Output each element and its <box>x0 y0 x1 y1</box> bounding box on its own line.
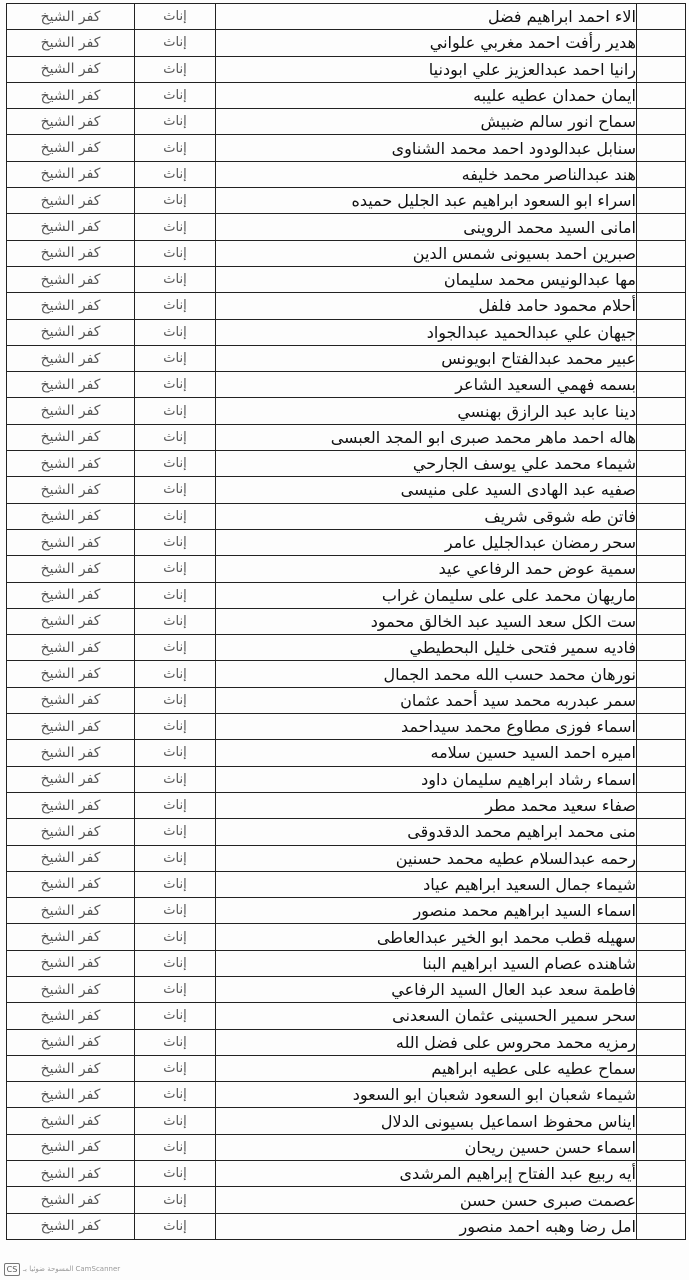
gender-cell: إناث <box>135 635 216 661</box>
city-cell: كفر الشيخ <box>7 845 135 871</box>
row-number-cell <box>637 1003 686 1029</box>
gender-cell: إناث <box>135 266 216 292</box>
gender-cell: إناث <box>135 1082 216 1108</box>
city-cell: كفر الشيخ <box>7 293 135 319</box>
row-number-cell <box>637 556 686 582</box>
row-number-cell <box>637 503 686 529</box>
city-cell: كفر الشيخ <box>7 30 135 56</box>
name-cell: سحر رمضان عبدالجليل عامر <box>216 529 637 555</box>
city-cell: كفر الشيخ <box>7 871 135 897</box>
city-cell: كفر الشيخ <box>7 188 135 214</box>
table-row <box>7 819 686 845</box>
gender-cell: إناث <box>135 819 216 845</box>
table-row <box>7 1213 686 1239</box>
camscanner-watermark-text: المسوحة ضوئيا بـ CamScanner <box>23 1265 121 1273</box>
table-row <box>7 503 686 529</box>
city-cell: كفر الشيخ <box>7 161 135 187</box>
name-cell: فاتن طه شوقى شريف <box>216 503 637 529</box>
city-cell: كفر الشيخ <box>7 135 135 161</box>
city-cell: كفر الشيخ <box>7 556 135 582</box>
row-number-cell <box>637 635 686 661</box>
city-cell: كفر الشيخ <box>7 1055 135 1081</box>
city-cell: كفر الشيخ <box>7 924 135 950</box>
name-cell: صفاء سعيد محمد مطر <box>216 792 637 818</box>
gender-cell: إناث <box>135 556 216 582</box>
name-cell: سمر عبدربه محمد سيد أحمد عثمان <box>216 687 637 713</box>
name-cell: شيماء جمال السعيد ابراهيم عياد <box>216 871 637 897</box>
gender-cell: إناث <box>135 1029 216 1055</box>
gender-cell: إناث <box>135 845 216 871</box>
table-row <box>7 82 686 108</box>
row-number-cell <box>637 950 686 976</box>
row-number-cell <box>637 714 686 740</box>
gender-cell: إناث <box>135 4 216 30</box>
table-row <box>7 661 686 687</box>
gender-cell: إناث <box>135 582 216 608</box>
row-number-cell <box>637 792 686 818</box>
name-cell: صفيه عبد الهادى السيد على منيسى <box>216 477 637 503</box>
gender-cell: إناث <box>135 1161 216 1187</box>
city-cell: كفر الشيخ <box>7 1161 135 1187</box>
city-cell: كفر الشيخ <box>7 1082 135 1108</box>
table-row <box>7 792 686 818</box>
name-cell: أحلام محمود حامد فلفل <box>216 293 637 319</box>
gender-cell: إناث <box>135 608 216 634</box>
table-row <box>7 845 686 871</box>
city-cell: كفر الشيخ <box>7 477 135 503</box>
gender-cell: إناث <box>135 687 216 713</box>
table-row <box>7 1134 686 1160</box>
table-row <box>7 1003 686 1029</box>
city-cell: كفر الشيخ <box>7 451 135 477</box>
gender-cell: إناث <box>135 398 216 424</box>
table-row <box>7 635 686 661</box>
name-cell: شيماء شعبان ابو السعود شعبان ابو السعود <box>216 1082 637 1108</box>
row-number-cell <box>637 1213 686 1239</box>
city-cell: كفر الشيخ <box>7 1187 135 1213</box>
gender-cell: إناث <box>135 188 216 214</box>
name-cell: اميره احمد السيد حسين سلامه <box>216 740 637 766</box>
city-cell: كفر الشيخ <box>7 109 135 135</box>
gender-cell: إناث <box>135 109 216 135</box>
name-cell: ايناس محفوظ اسماعيل بسيونى الدلال <box>216 1108 637 1134</box>
row-number-cell <box>637 345 686 371</box>
row-number-cell <box>637 740 686 766</box>
name-cell: اسماء فوزى مطاوع محمد سيداحمد <box>216 714 637 740</box>
row-number-cell <box>637 898 686 924</box>
name-cell: فاديه سمير فتحى خليل البحطيطي <box>216 635 637 661</box>
gender-cell: إناث <box>135 135 216 161</box>
names-table <box>6 3 686 1240</box>
name-cell: ست الكل سعد السيد عبد الخالق محمود <box>216 608 637 634</box>
row-number-cell <box>637 766 686 792</box>
city-cell: كفر الشيخ <box>7 345 135 371</box>
row-number-cell <box>637 319 686 345</box>
row-number-cell <box>637 109 686 135</box>
row-number-cell <box>637 293 686 319</box>
city-cell: كفر الشيخ <box>7 1108 135 1134</box>
city-cell: كفر الشيخ <box>7 529 135 555</box>
row-number-cell <box>637 214 686 240</box>
city-cell: كفر الشيخ <box>7 582 135 608</box>
city-cell: كفر الشيخ <box>7 240 135 266</box>
row-number-cell <box>637 608 686 634</box>
city-cell: كفر الشيخ <box>7 819 135 845</box>
gender-cell: إناث <box>135 661 216 687</box>
table-row <box>7 372 686 398</box>
city-cell: كفر الشيخ <box>7 214 135 240</box>
table-row <box>7 898 686 924</box>
table-row <box>7 214 686 240</box>
name-cell: أيه ربيع عبد الفتاح إبراهيم المرشدى <box>216 1161 637 1187</box>
row-number-cell <box>637 451 686 477</box>
row-number-cell <box>637 424 686 450</box>
gender-cell: إناث <box>135 740 216 766</box>
gender-cell: إناث <box>135 424 216 450</box>
row-number-cell <box>637 266 686 292</box>
table-row <box>7 1055 686 1081</box>
city-cell: كفر الشيخ <box>7 503 135 529</box>
table-row <box>7 1108 686 1134</box>
row-number-cell <box>637 477 686 503</box>
city-cell: كفر الشيخ <box>7 372 135 398</box>
name-cell: سحر سمير الحسينى عثمان السعدنى <box>216 1003 637 1029</box>
name-cell: امانى السيد محمد الروينى <box>216 214 637 240</box>
row-number-cell <box>637 161 686 187</box>
name-cell: رانيا احمد عبدالعزيز علي ابودنيا <box>216 56 637 82</box>
row-number-cell <box>637 687 686 713</box>
names-table-body <box>7 4 686 1240</box>
table-row <box>7 871 686 897</box>
table-row <box>7 266 686 292</box>
gender-cell: إناث <box>135 1003 216 1029</box>
gender-cell: إناث <box>135 293 216 319</box>
gender-cell: إناث <box>135 950 216 976</box>
gender-cell: إناث <box>135 477 216 503</box>
city-cell: كفر الشيخ <box>7 687 135 713</box>
name-cell: رمزيه محمد محروس على فضل الله <box>216 1029 637 1055</box>
city-cell: كفر الشيخ <box>7 1003 135 1029</box>
city-cell: كفر الشيخ <box>7 1134 135 1160</box>
gender-cell: إناث <box>135 451 216 477</box>
name-cell: اسراء ابو السعود ابراهيم عبد الجليل حميده <box>216 188 637 214</box>
name-cell: سمية عوض حمد الرفاعي عيد <box>216 556 637 582</box>
city-cell: كفر الشيخ <box>7 319 135 345</box>
row-number-cell <box>637 240 686 266</box>
table-row <box>7 109 686 135</box>
name-cell: منى محمد ابراهيم محمد الدقدوقى <box>216 819 637 845</box>
name-cell: جيهان علي عبدالحميد عبدالجواد <box>216 319 637 345</box>
city-cell: كفر الشيخ <box>7 4 135 30</box>
city-cell: كفر الشيخ <box>7 740 135 766</box>
table-row <box>7 976 686 1002</box>
row-number-cell <box>637 82 686 108</box>
table-row <box>7 398 686 424</box>
table-row <box>7 1161 686 1187</box>
gender-cell: إناث <box>135 214 216 240</box>
row-number-cell <box>637 845 686 871</box>
name-cell: هدير رأفت احمد مغربي علواني <box>216 30 637 56</box>
row-number-cell <box>637 924 686 950</box>
city-cell: كفر الشيخ <box>7 1029 135 1055</box>
row-number-cell <box>637 1082 686 1108</box>
gender-cell: إناث <box>135 766 216 792</box>
name-cell: شيماء محمد علي يوسف الجارحي <box>216 451 637 477</box>
gender-cell: إناث <box>135 319 216 345</box>
gender-cell: إناث <box>135 372 216 398</box>
table-row <box>7 4 686 30</box>
name-cell: امل رضا وهبه احمد منصور <box>216 1213 637 1239</box>
city-cell: كفر الشيخ <box>7 792 135 818</box>
row-number-cell <box>637 871 686 897</box>
gender-cell: إناث <box>135 56 216 82</box>
gender-cell: إناث <box>135 792 216 818</box>
table-row <box>7 1029 686 1055</box>
name-cell: شاهنده عصام السيد ابراهيم البنا <box>216 950 637 976</box>
table-row <box>7 529 686 555</box>
city-cell: كفر الشيخ <box>7 1213 135 1239</box>
name-cell: عصمت صبرى حسن حسن <box>216 1187 637 1213</box>
gender-cell: إناث <box>135 345 216 371</box>
city-cell: كفر الشيخ <box>7 266 135 292</box>
city-cell: كفر الشيخ <box>7 661 135 687</box>
table-row <box>7 766 686 792</box>
name-cell: هاله احمد ماهر محمد صبرى ابو المجد العبسى <box>216 424 637 450</box>
table-row <box>7 1187 686 1213</box>
table-row <box>7 293 686 319</box>
name-cell: اسماء السيد ابراهيم محمد منصور <box>216 898 637 924</box>
name-cell: ماريهان محمد على على سليمان غراب <box>216 582 637 608</box>
gender-cell: إناث <box>135 714 216 740</box>
row-number-cell <box>637 819 686 845</box>
gender-cell: إناث <box>135 503 216 529</box>
camscanner-footer <box>4 1262 120 1276</box>
name-cell: ايمان حمدان عطيه عليبه <box>216 82 637 108</box>
table-row <box>7 30 686 56</box>
table-row <box>7 924 686 950</box>
table-row <box>7 714 686 740</box>
name-cell: سهيله قطب محمد ابو الخير عبدالعاطى <box>216 924 637 950</box>
gender-cell: إناث <box>135 1213 216 1239</box>
city-cell: كفر الشيخ <box>7 424 135 450</box>
gender-cell: إناث <box>135 30 216 56</box>
gender-cell: إناث <box>135 924 216 950</box>
name-cell: اسماء حسن حسين ريحان <box>216 1134 637 1160</box>
city-cell: كفر الشيخ <box>7 714 135 740</box>
gender-cell: إناث <box>135 1108 216 1134</box>
name-cell: هند عبدالناصر محمد خليفه <box>216 161 637 187</box>
row-number-cell <box>637 1187 686 1213</box>
row-number-cell <box>637 4 686 30</box>
row-number-cell <box>637 976 686 1002</box>
table-row <box>7 135 686 161</box>
table-row <box>7 188 686 214</box>
gender-cell: إناث <box>135 1187 216 1213</box>
city-cell: كفر الشيخ <box>7 398 135 424</box>
table-row <box>7 161 686 187</box>
name-cell: رحمه عبدالسلام عطيه محمد حسنين <box>216 845 637 871</box>
city-cell: كفر الشيخ <box>7 976 135 1002</box>
name-cell: الاء احمد ابراهيم فضل <box>216 4 637 30</box>
name-cell: دينا عابد عبد الرازق بهنسي <box>216 398 637 424</box>
name-cell: صبرين احمد بسيونى شمس الدين <box>216 240 637 266</box>
row-number-cell <box>637 1029 686 1055</box>
city-cell: كفر الشيخ <box>7 56 135 82</box>
name-cell: سنابل عبدالودود احمد محمد الشناوى <box>216 135 637 161</box>
table-row <box>7 319 686 345</box>
table-row <box>7 582 686 608</box>
gender-cell: إناث <box>135 529 216 555</box>
table-row <box>7 950 686 976</box>
row-number-cell <box>637 56 686 82</box>
gender-cell: إناث <box>135 1055 216 1081</box>
name-cell: سماح انور سالم ضبيش <box>216 109 637 135</box>
gender-cell: إناث <box>135 161 216 187</box>
table-row <box>7 608 686 634</box>
table-row <box>7 345 686 371</box>
table-row <box>7 424 686 450</box>
gender-cell: إناث <box>135 976 216 1002</box>
gender-cell: إناث <box>135 82 216 108</box>
table-row <box>7 477 686 503</box>
city-cell: كفر الشيخ <box>7 608 135 634</box>
row-number-cell <box>637 582 686 608</box>
name-cell: نورهان محمد حسب الله محمد الجمال <box>216 661 637 687</box>
row-number-cell <box>637 1161 686 1187</box>
city-cell: كفر الشيخ <box>7 82 135 108</box>
camscanner-logo-icon: CS <box>4 1263 20 1276</box>
table-row <box>7 451 686 477</box>
row-number-cell <box>637 135 686 161</box>
city-cell: كفر الشيخ <box>7 950 135 976</box>
name-cell: سماح عطيه على عطيه ابراهيم <box>216 1055 637 1081</box>
city-cell: كفر الشيخ <box>7 766 135 792</box>
city-cell: كفر الشيخ <box>7 898 135 924</box>
gender-cell: إناث <box>135 898 216 924</box>
name-cell: فاطمة سعد عبد العال السيد الرفاعي <box>216 976 637 1002</box>
table-row <box>7 1082 686 1108</box>
row-number-cell <box>637 372 686 398</box>
table-row <box>7 740 686 766</box>
table-row <box>7 240 686 266</box>
gender-cell: إناث <box>135 1134 216 1160</box>
name-cell: عبير محمد عبدالفتاح ابويونس <box>216 345 637 371</box>
table-row <box>7 556 686 582</box>
row-number-cell <box>637 1108 686 1134</box>
name-cell: مها عبدالونيس محمد سليمان <box>216 266 637 292</box>
name-cell: بسمه فهمي السعيد الشاعر <box>216 372 637 398</box>
row-number-cell <box>637 1134 686 1160</box>
row-number-cell <box>637 661 686 687</box>
gender-cell: إناث <box>135 871 216 897</box>
row-number-cell <box>637 188 686 214</box>
gender-cell: إناث <box>135 240 216 266</box>
row-number-cell <box>637 398 686 424</box>
row-number-cell <box>637 1055 686 1081</box>
row-number-cell <box>637 30 686 56</box>
table-row <box>7 687 686 713</box>
city-cell: كفر الشيخ <box>7 635 135 661</box>
name-cell: اسماء رشاد ابراهيم سليمان داود <box>216 766 637 792</box>
table-row <box>7 56 686 82</box>
row-number-cell <box>637 529 686 555</box>
